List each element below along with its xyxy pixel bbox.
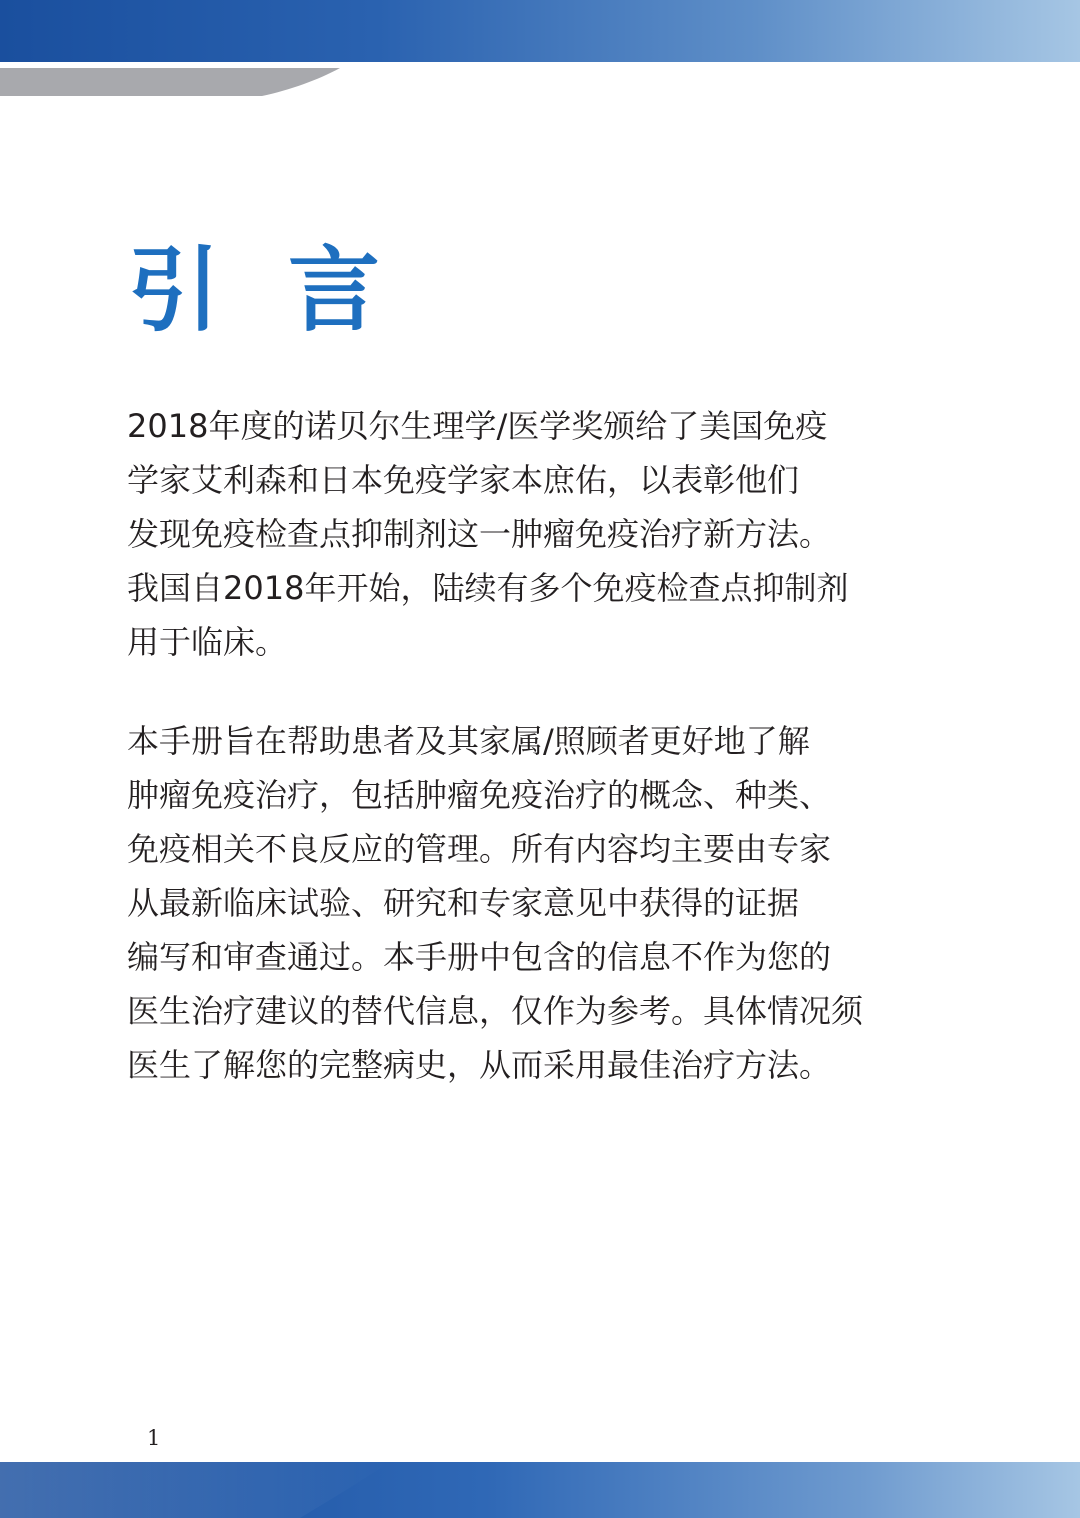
- paragraph-line: 我国自2018年开始，陆续有多个免疫检查点抑制剂: [127, 569, 849, 607]
- paragraph-line: 从最新临床试验、研究和专家意见中获得的证据: [127, 884, 800, 922]
- handbook-purpose-paragraph: [127, 714, 899, 1092]
- page-number: 1: [147, 1426, 161, 1450]
- footer-color-band: [0, 1462, 1080, 1518]
- paragraph-line: 肿瘤免疫治疗，包括肿瘤免疫治疗的概念、种类、: [127, 776, 832, 814]
- header-gray-accent-stripe: [0, 0, 1080, 100]
- paragraph-line: 免疫相关不良反应的管理。所有内容均主要由专家: [127, 830, 832, 868]
- paragraph-line: 医生了解您的完整病史，从而采用最佳治疗方法。: [127, 1046, 832, 1084]
- paragraph-line: 学家艾利森和日本免疫学家本庶佑，以表彰他们: [127, 461, 800, 499]
- paragraph-line: 医生治疗建议的替代信息，仅作为参考。具体情况须: [127, 992, 864, 1030]
- paragraph-line: 2018年度的诺贝尔生理学/医学奖颁给了美国免疫: [127, 407, 828, 445]
- paragraph-line: 发现免疫检查点抑制剂这一肿瘤免疫治疗新方法。: [127, 515, 832, 553]
- paragraph-line: 编写和审查通过。本手册中包含的信息不作为您的: [127, 938, 832, 976]
- page-title: 引 言: [128, 237, 399, 344]
- paragraph-line: 本手册旨在帮助患者及其家属/照顾者更好地了解: [127, 722, 810, 760]
- paragraph-line: 用于临床。: [127, 623, 288, 661]
- intro-paragraph: [127, 399, 899, 669]
